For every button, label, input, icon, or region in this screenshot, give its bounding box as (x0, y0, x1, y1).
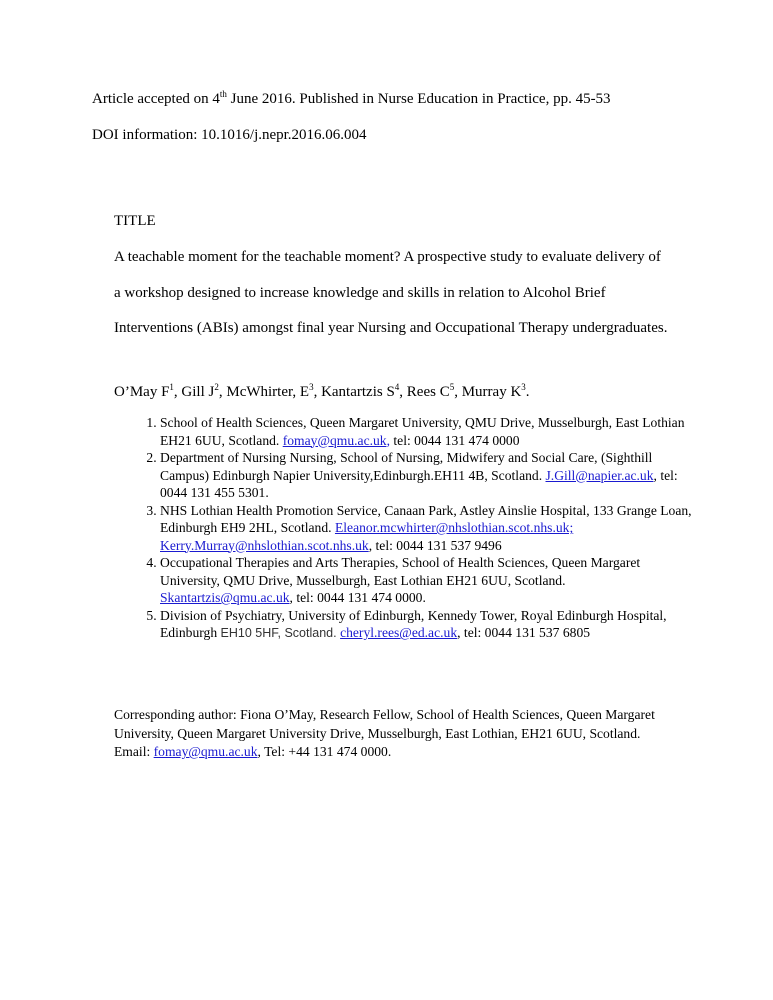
email-link[interactable]: J.Gill@napier.ac.uk (545, 467, 654, 483)
title-line-1: A teachable moment for the teachable moment? A prospective study to evaluate delivery of (114, 249, 661, 265)
author: Kantartzis $S^4$, (321, 382, 407, 400)
author-list (114, 384, 530, 401)
author: McWhirter, $E^3$, (226, 382, 322, 400)
affiliation-item: 2. Department of Nursing Nursing, School of Nursing, Midwifery and Social Care, (Sighthill Campus) Edinburgh Napier University,Edinburgh.EH11 4B, Scotland. J.Gill@napier.ac.uk, tel: 0044 131 455 5301. (160, 449, 700, 502)
author: Rees $C^5$, (406, 382, 462, 400)
email-link[interactable]: Eleanor.mcwhirter@nhslothian.scot.nhs.uk; Kerry.Murray@nhslothian.scot.nhs.uk (160, 520, 574, 553)
title-line-2: a workshop designed to increase knowledge and skills in relation to Alcohol Brief (114, 285, 606, 301)
corresponding-author: Corresponding author: Fiona O’May, Research Fellow, School of Health Sciences, Queen Margaret University, Queen Margaret University Drive, Musselburgh, East Lothian, EH21 6UU, Scotland. Email: fomay@qmu.ac.uk, Tel: +44 131 474 0000. (114, 707, 655, 759)
author: Gill $J^2$, (181, 382, 227, 400)
affiliation-item: 5. Division of Psychiatry, University of Edinburgh, Kennedy Tower, Royal Edinburgh Hospital, Edinburgh EH10 5HF, Scotland. cheryl.rees@ed.ac.uk, tel: 0044 131 537 6805 (160, 607, 700, 643)
title-label: TITLE (114, 213, 156, 229)
affiliation-list (136, 414, 700, 643)
affiliation-item: 1. School of Health Sciences, Queen Margaret University, QMU Drive, Musselburgh, East Lothian EH21 6UU, Scotland. fomay@qmu.ac.uk, tel: 0044 131 474 0000 (160, 414, 700, 449)
affiliation-item: 4. Occupational Therapies and Arts Therapies, School of Health Sciences, Queen Margaret University, QMU Drive, Musselburgh, East Lothian EH21 6UU, Scotland. Skantartzis@qmu.ac.uk, tel: 0044 131 474 0000. (160, 554, 700, 607)
affiliation-item: 3. NHS Lothian Health Promotion Service, Canaan Park, Astley Ainslie Hospital, 133 Grange Loan, Edinburgh EH9 2HL, Scotland. Eleanor.mcwhirter@nhslothian.scot.nhs.uk; Kerry.Murray@nhslothian.scot.nhs.uk, tel: 0044 131 537 9496 (160, 502, 700, 555)
author: O’May $F^1$, (114, 382, 182, 400)
email-link[interactable]: fomay@qmu.ac.uk (153, 744, 258, 759)
email-link[interactable]: fomay@qmu.ac.uk, (282, 432, 390, 448)
email-link[interactable]: Skantartzis@qmu.ac.uk (160, 590, 290, 605)
author: Murray $K^3$. (461, 382, 530, 400)
title-line-3: Interventions (ABIs) amongst final year Nursing and Occupational Therapy undergraduates. (114, 320, 668, 336)
doi-line: DOI information: 10.1016/j.nepr.2016.06.004 (92, 127, 367, 143)
acceptance-note: Article accepted on 4th June 2016. Published in Nurse Education in Practice, pp. 45-53 (92, 89, 611, 107)
email-link[interactable]: cheryl.rees@ed.ac.uk (340, 625, 458, 640)
